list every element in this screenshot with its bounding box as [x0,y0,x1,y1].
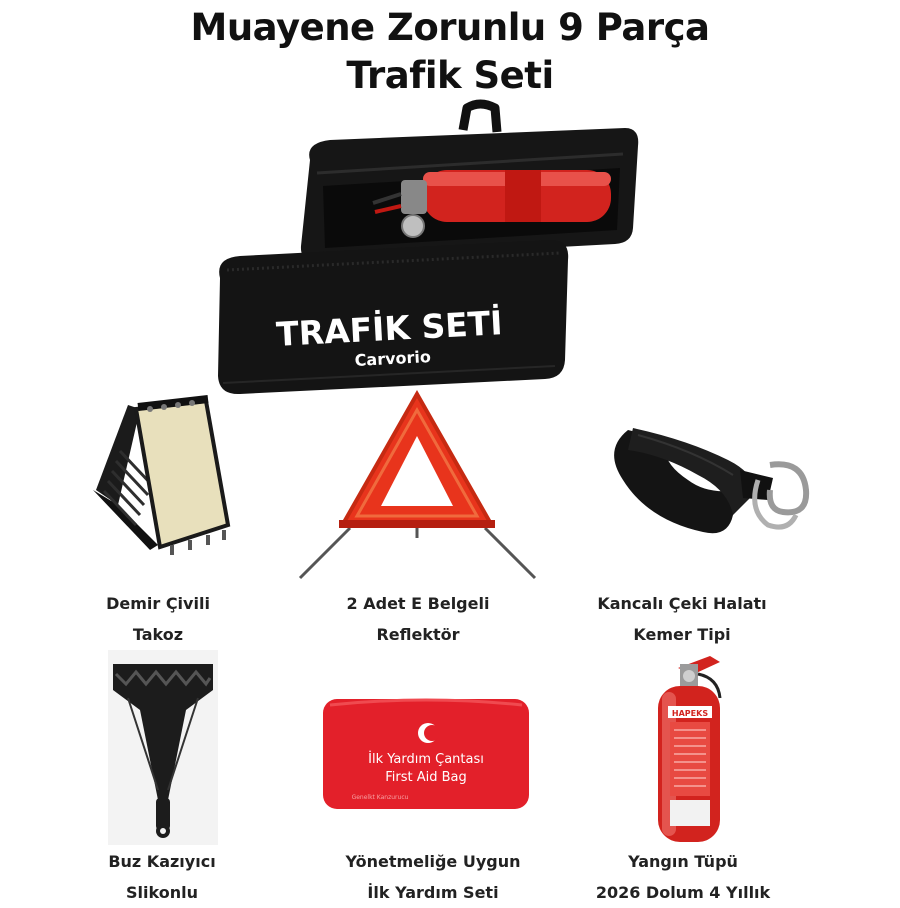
warning-triangle-icon [295,388,540,583]
page-title [0,4,900,100]
caption-wheel-chock: Demir Çivili Takoz [106,594,210,644]
caption-first-aid: Yönetmeliğe Uygun İlk Yardım Seti [345,852,521,902]
first-aid-bag-icon [320,695,532,813]
bag-label: TRAFİK SETİ [275,303,504,354]
ice-scraper-icon [108,650,218,845]
aid-label-tr: İlk Yardım Çantası [368,752,484,767]
title-line-1: Muayene Zorunlu 9 Parça [190,6,710,49]
aid-fine-print: Genelkt Kanzurucu [351,794,409,801]
caption-extinguisher: Yangın Tüpü 2026 Dolum 4 Yıllık [595,852,771,902]
caption-ice-scraper: Buz Kazıyıcı Slikonlu [108,852,216,902]
ice-scraper [108,650,218,845]
title-line-2: Trafik Seti [346,54,554,97]
caption-tow-strap: Kancalı Çeki Halatı Kemer Tipi [597,594,767,644]
extinguisher-brand: HAPEKS [671,709,709,718]
fire-extinguisher-icon [648,648,733,848]
traffic-kit-bags-icon [205,98,655,398]
aid-label-en: First Aid Bag [385,770,467,785]
warning-triangle [295,388,540,583]
fire-extinguisher [648,648,733,848]
bag-brand: Carvorio [354,347,432,370]
first-aid-bag [320,695,532,813]
wheel-chock-icon [88,395,238,560]
tow-strap [608,420,818,545]
tow-strap-icon [608,420,818,545]
caption-reflector: 2 Adet E Belgeli Reflektör [346,594,490,644]
wheel-chock [88,395,238,560]
traffic-kit-bags [205,98,655,398]
